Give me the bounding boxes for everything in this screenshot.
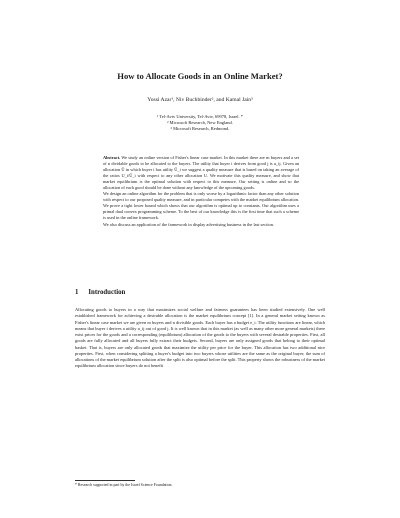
abstract-label: Abstract. <box>103 155 121 160</box>
author-list: Yossi Azar¹, Niv Buchbinder², and Kamal Jain³ <box>147 97 253 103</box>
abstract-text-3: We also discuss an application of the framework in display advertising business in the last section. <box>103 221 274 227</box>
affiliation-msr-new-england: ² Microsoft Research, New England. <box>167 120 233 125</box>
section-heading <box>75 289 125 296</box>
section-number: 1 <box>75 289 79 296</box>
affiliation-tel-aviv: ¹ Tel-Aviv University, Tel-Aviv, 69978, Israel. * <box>156 114 244 119</box>
abstract-text-1: We study an online version of Fisher's linear case market. In this market there are m buyers and a set of n dividable goods to be allocated to the buyers. The utility that buyer i derives from good j is u_ij. Given an allocation Û in which buyer i has utility Û_i we suggest a quality measure that is based on taking an average of the ratios U_i/Û_i with respect to any other allocation U. We motivate this quality measure, and show that market equilibrium is the optimal solution with respect to this measure. Our setting is online and so the allocation of each good should be done without any knowledge of the upcoming goods. <box>103 155 299 191</box>
section-title: Introduction <box>88 289 126 296</box>
abstract-text-2: We design an online algorithm for the problem that is only worse by a logarithmic factor than any other solution with respect to our proposed quality measure, and in particular competes with the market equilibrium allocation. We prove a tight lower bound which shows that our algorithm is optimal up to constants. Our algorithm uses a primal dual convex programming scheme. To the best of our knowledge this is the first time that such a scheme is used in the online framework. <box>103 191 299 221</box>
affiliation-msr-redmond: ³ Microsoft Research, Redmond. <box>170 126 230 131</box>
footnote-rule <box>75 480 135 481</box>
abstract-paragraph <box>103 155 299 191</box>
intro-paragraph: Allocating goods to buyers in a way that maximizes social welfare and fairness guarantees has been studied extensively. One well established framework for achieving a desirable allocation is the market equilibrium concept [1]. In a general market setting known as Fisher's linear case market we are given m buyers and n divisible goods. Each buyer has a budget e_i. The utility functions are linear, which means that buyer i derives a utility u_ij out of good j. It is well known that in this market (as well as many other more general markets) there exist prices for the goods and a corresponding (equilibrium) allocation of the goods to the buyers with several desirable properties. First, all goods are fully allocated and all buyers fully extract their budgets. Second, buyers are only assigned goods that belong to their optimal basket. That is, buyers are only allocated goods that maximize the utility per price for the buyer. This allocation has two additional nice properties. First, when considering splitting a buyer's budget into two buyers whose utilities are the same as the original buyer, the sum of allocations of the market equilibrium solution after the split is also optimal before the split. This property shows the robustness of the market equilibrium allocation since buyers do not benefit <box>75 307 325 369</box>
paper-title: How to Allocate Goods in an Online Market? <box>117 71 283 81</box>
abstract <box>103 155 299 228</box>
footnote: * Research supported in part by the Israel Science Foundation. <box>75 483 173 487</box>
